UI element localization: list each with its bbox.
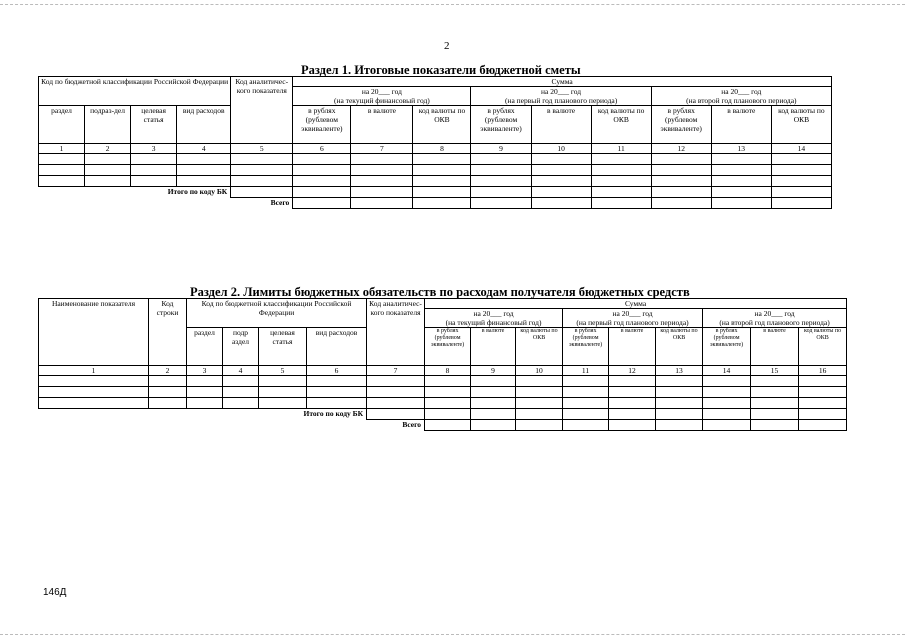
s2-total-row xyxy=(39,420,847,431)
col-number: 3 xyxy=(187,366,223,376)
col-number: 7 xyxy=(367,366,425,376)
s2-data-row xyxy=(39,387,847,398)
s2-sub-rub: в рублях (рублевом эквиваленте) xyxy=(703,328,751,366)
s1-sum-header: Сумма xyxy=(293,77,832,87)
col-number: 2 xyxy=(149,366,187,376)
col-number: 11 xyxy=(591,144,651,154)
s2-data-row xyxy=(39,398,847,409)
col-number: 8 xyxy=(425,366,471,376)
col-number: 4 xyxy=(223,366,259,376)
col-number: 1 xyxy=(39,366,149,376)
col-number: 6 xyxy=(293,144,351,154)
col-number: 16 xyxy=(799,366,847,376)
s2-total-label: Всего xyxy=(402,420,422,429)
col-number: 12 xyxy=(609,366,656,376)
s1-column-numbers xyxy=(39,144,832,154)
s2-sub-okv: код валюты по ОКВ xyxy=(799,328,847,366)
col-number: 5 xyxy=(231,144,293,154)
scan-edge-top xyxy=(0,4,905,5)
s2-sub-rub: в рублях (рублевом эквиваленте) xyxy=(425,328,471,366)
s1-sub-podrazdel: подраз-дел xyxy=(85,106,131,144)
col-number: 15 xyxy=(751,366,799,376)
s1-sub-target: целевая статья xyxy=(131,106,177,144)
s2-sub-rub: в рублях (рублевом эквиваленте) xyxy=(563,328,609,366)
col-number: 10 xyxy=(531,144,591,154)
s2-analytic-code-header: Код аналитичес-кого показателя xyxy=(367,299,425,366)
s1-period-first: на 20___ год (на первый год планового периода) xyxy=(471,87,651,106)
s1-sub-rub: в рублях (рублевом эквиваленте) xyxy=(651,106,711,144)
s1-period-current: на 20___ год (на текущий финансовый год) xyxy=(293,87,471,106)
s2-sub-okv: код валюты по ОКВ xyxy=(656,328,703,366)
col-number: 14 xyxy=(703,366,751,376)
col-number: 13 xyxy=(711,144,771,154)
s1-total-row xyxy=(39,198,832,209)
s1-sub-currency: в валюте xyxy=(711,106,771,144)
s2-period-first: на 20___ год (на первый год планового периода) xyxy=(563,309,703,328)
scan-edge-bottom xyxy=(0,634,905,635)
s1-period-second: на 20___ год (на второй год планового периода) xyxy=(651,87,831,106)
col-number: 3 xyxy=(131,144,177,154)
col-number: 4 xyxy=(177,144,231,154)
s2-total-bk-label: Итого по коду БК xyxy=(303,409,364,418)
s2-bk-code-header: Код по бюджетной классификации Российской Федерации xyxy=(187,299,367,328)
section1-table xyxy=(38,76,832,209)
s2-data-row xyxy=(39,376,847,387)
col-number: 5 xyxy=(259,366,307,376)
s2-period-second: на 20___ год (на второй год планового периода) xyxy=(703,309,847,328)
s1-sub-rub: в рублях (рублевом эквиваленте) xyxy=(471,106,531,144)
col-number: 11 xyxy=(563,366,609,376)
col-number: 8 xyxy=(413,144,471,154)
section2-table xyxy=(38,298,847,431)
s2-column-numbers xyxy=(39,366,847,376)
s1-analytic-code-header: Код аналитичес-кого показателя xyxy=(231,77,293,144)
s1-sub-okv: код валюты по ОКВ xyxy=(591,106,651,144)
col-number: 9 xyxy=(471,366,516,376)
s1-total-label: Всего xyxy=(270,198,290,207)
col-number: 2 xyxy=(85,144,131,154)
s1-data-row xyxy=(39,165,832,176)
s2-sub-okv: код валюты по ОКВ xyxy=(516,328,563,366)
s1-total-bk-row xyxy=(39,187,832,198)
col-number: 1 xyxy=(39,144,85,154)
s1-bk-code-header: Код по бюджетной классификации Российской Федерации xyxy=(39,77,231,106)
col-number: 10 xyxy=(516,366,563,376)
col-number: 13 xyxy=(656,366,703,376)
s2-sub-podrazdel: подр аздел xyxy=(223,328,259,366)
s2-sub-kind: вид расходов xyxy=(307,328,367,366)
col-number: 6 xyxy=(307,366,367,376)
s2-sub-currency: в валюте xyxy=(751,328,799,366)
s1-sub-okv: код валюты по ОКВ xyxy=(413,106,471,144)
col-number: 9 xyxy=(471,144,531,154)
s2-sum-header: Сумма xyxy=(425,299,847,309)
s2-sub-currency: в валюте xyxy=(609,328,656,366)
s2-sub-target: целевая статья xyxy=(259,328,307,366)
s2-line-code-header: Код строки xyxy=(149,299,187,366)
section1-title: Раздел 1. Итоговые показатели бюджетной сметы xyxy=(301,63,581,77)
s2-sub-currency: в валюте xyxy=(471,328,516,366)
page-number: 2 xyxy=(444,40,450,52)
col-number: 12 xyxy=(651,144,711,154)
s2-period-current: на 20___ год (на текущий финансовый год) xyxy=(425,309,563,328)
s1-data-row xyxy=(39,176,832,187)
s1-sub-rub: в рублях (рублевом эквиваленте) xyxy=(293,106,351,144)
s2-name-header: Наименование показателя xyxy=(39,299,149,366)
s1-total-bk-label: Итого по коду БК xyxy=(167,187,228,196)
s2-sub-razdel: раздел xyxy=(187,328,223,366)
s1-sub-okv: код валюты по ОКВ xyxy=(771,106,831,144)
form-code-footer: 146Д xyxy=(43,587,67,598)
section2-title: Раздел 2. Лимиты бюджетных обязательств по расходам получателя бюджетных средств xyxy=(190,285,690,299)
s1-sub-currency: в валюте xyxy=(531,106,591,144)
s2-total-bk-row xyxy=(39,409,847,420)
col-number: 14 xyxy=(771,144,831,154)
s1-data-row xyxy=(39,154,832,165)
s1-sub-razdel: раздел xyxy=(39,106,85,144)
col-number: 7 xyxy=(351,144,413,154)
s1-sub-currency: в валюте xyxy=(351,106,413,144)
s1-sub-kind: вид расходов xyxy=(177,106,231,144)
